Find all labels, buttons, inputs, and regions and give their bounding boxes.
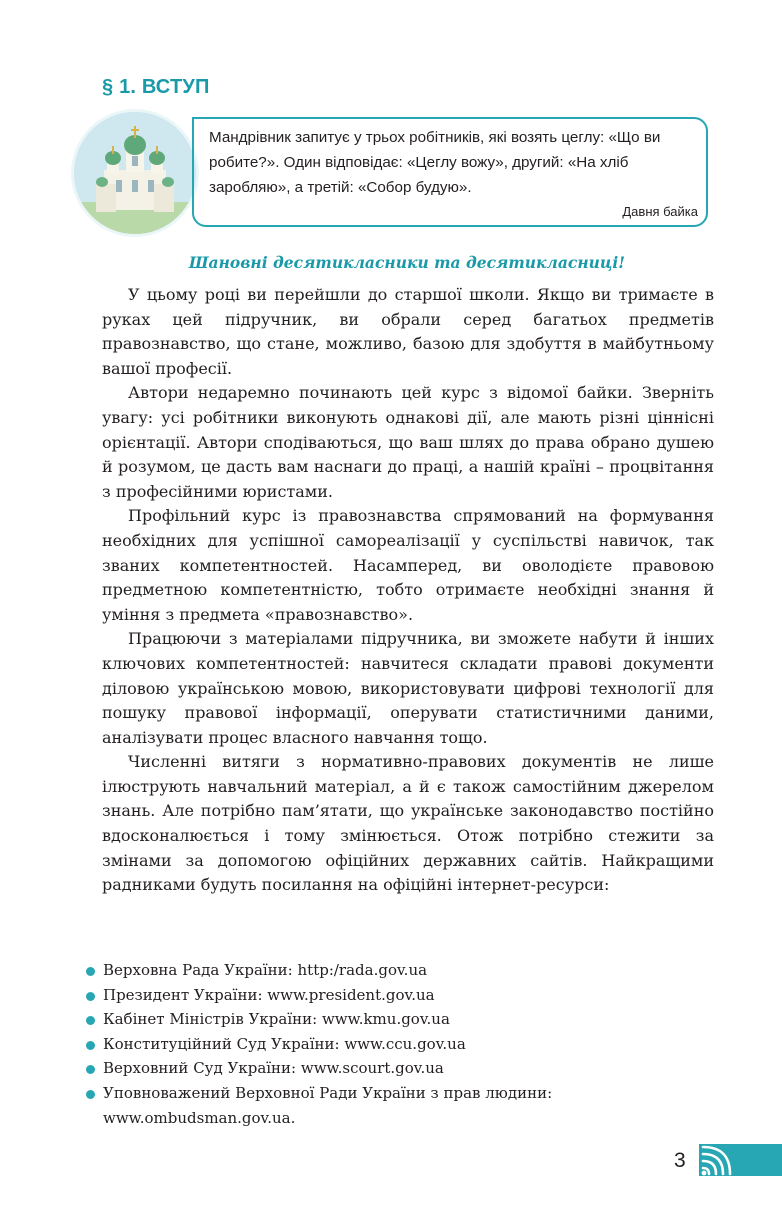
epigraph-source: Давня байка [622, 204, 698, 219]
signal-waves-icon [699, 1144, 782, 1176]
list-item: Президент України: www.president.gov.ua [86, 983, 706, 1008]
paragraph: Працюючи з матеріалами підручника, ви зможете набути й інших ключових компетентностей: навчитеся складати правові документи діловою українською мовою, використовувати цифрові технології для пошуку правової інформації, оперувати статистичними даними, аналізувати процес власного навчання тощо. [102, 629, 714, 747]
list-item-url: www.ombudsman.gov.ua. [103, 1108, 296, 1127]
list-item: Верховна Рада України: http:/rada.gov.ua [86, 958, 706, 983]
paragraph: Автори недаремно починають цей курс з відомої байки. Зверніть увагу: усі робітники виконують однакові дії, але мають різні ціннісні орієнтації. Автори сподіваються, що ваш шлях до права обрано душею й розумом, це дасть вам наснаги до праці, а нашій країні – процвітання з професійними юристами. [102, 383, 714, 501]
list-item: Верховний Суд України: www.scourt.gov.ua [86, 1056, 706, 1081]
epigraph-box [192, 117, 708, 227]
list-item: Кабінет Міністрів України: www.kmu.gov.ua [86, 1007, 706, 1032]
resource-list [86, 958, 706, 1130]
list-item: Конституційний Суд України: www.ccu.gov.ua [86, 1032, 706, 1057]
greeting: Шановні десятикласники та десятикласниці! [188, 253, 626, 272]
section-heading: § 1. ВСТУП [102, 76, 210, 98]
page-number: 3 [674, 1149, 686, 1172]
paragraph: Численні витяги з нормативно-правових документів не лише ілюструють навчальний матеріал, а й є також самостійним джерелом знань. Але потрібно пам’ятати, що українське законодавство постійно вдосконалюється і тому змінюється. Отож потрібно стежити за змінами за допомогою офіційних державних сайтів. Найкращими радниками будуть посилання на офіційні інтернет-ресурси: [102, 752, 714, 895]
page-tab [699, 1144, 782, 1176]
list-item-label: Уповноважений Верховної Ради України з прав людини: [103, 1083, 553, 1102]
paragraph: Профільний курс із правознавства спрямований на формування необхідних для успішної самореалізації у суспільстві навичок, так званих компетентностей. Насамперед, ви оволодієте правовою предметною компетентністю, тобто отримаєте необхідні знання й уміння з предмета «правознавство». [102, 506, 714, 624]
list-item [86, 1081, 706, 1130]
cathedral-illustration [74, 112, 196, 234]
epigraph-text: Мандрівник запитує у трьох робітників, які возять цеглу: «Що ви робите?». Один відповідає: «Цеглу вожу», другий: «На хліб заробляю», а третій: «Собор будую». [209, 129, 661, 196]
paragraph: У цьому році ви перейшли до старшої школи. Якщо ви тримаєте в руках цей підручник, ви обрали серед багатьох предметів правознавство, що стане, можливо, базою для здобуття в майбутньому вашої професії. [102, 285, 714, 378]
body-text [102, 283, 714, 898]
